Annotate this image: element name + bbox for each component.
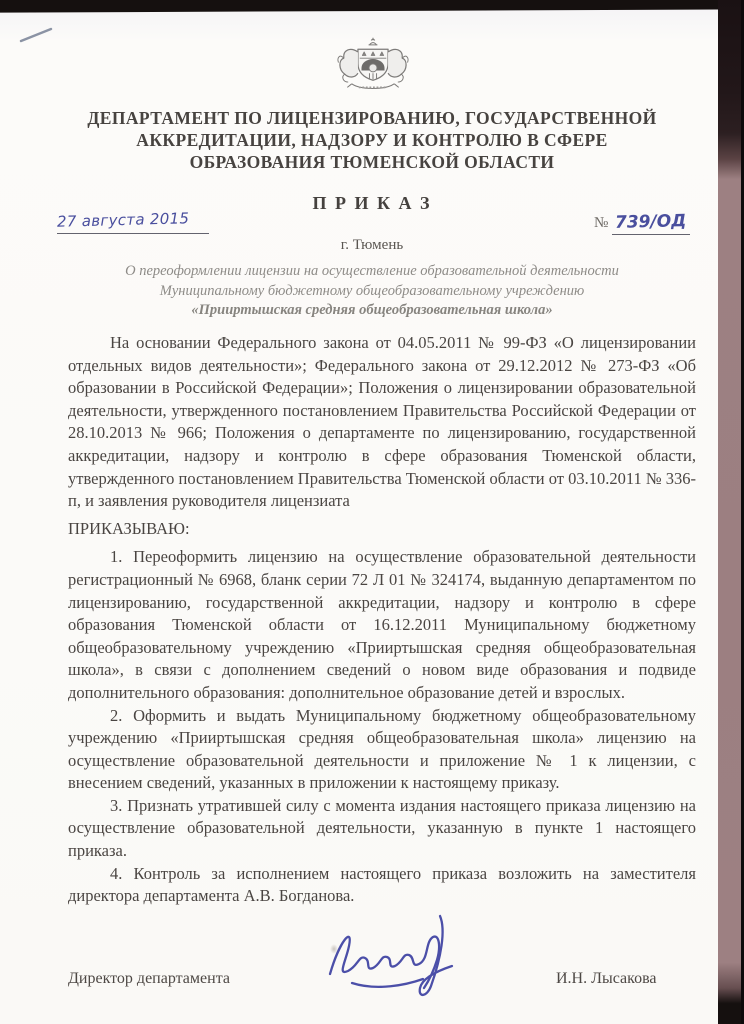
resolution-word: ПРИКАЗЫВАЮ: [68,518,190,538]
signature-icon [322,910,477,1015]
org-name-line: АККРЕДИТАЦИИ, НАДЗОРУ И КОНТРОЛЮ В СФЕРЕ [136,130,608,150]
pen-mark [18,24,58,51]
signer-name: И.Н. Лысакова [556,970,657,987]
date-field [57,211,209,234]
coat-of-arms-icon [330,36,416,103]
subject-line: «Прииртышская средняя общеобразовательная школа» [191,302,553,318]
document-body [68,332,696,908]
order-item-3: 3. Признать утратившей силу с момента издания настоящего приказа лицензию на осуществление образовательной деятельности, указанную в пункте 1 настоящего приказа. [68,795,696,861]
city-line: г. Тюмень [340,237,404,253]
preamble-paragraph: На основании Федерального закона от 04.05.2011 № 99-ФЗ «О лицензировании отдельных видов деятельности»; Федерального закона от 29.12.2012 № 273-ФЗ «Об образовании в Российской Федерации»; Положения о лицензировании образовательной деятельности, утвержденного постановлением Правительства Российской Федерации от 28.10.2013 № 966; Положения о департаменте по лицензированию, государственной аккредитации, надзору и контролю в сфере образования Тюменской области, утвержденного постановлением Правительства Тюменской области от 03.10.2011 № 336-п, и заявления руководителя лицензиата [68,333,696,511]
handwritten-number: 739/ОД [614,211,687,233]
order-item-2: 2. Оформить и выдать Муниципальному бюджетному общеобразовательному учреждению «Прииртышская средняя общеобразовательная школа» лицензию на осуществление образовательной деятельности и приложение № 1 к лицензии, с внесением сведений, указанных в приложении к настоящему приказу. [68,705,696,793]
org-name-line: ОБРАЗОВАНИЯ ТЮМЕНСКОЙ ОБЛАСТИ [189,152,555,172]
number-label: № [594,215,609,231]
subject-block [58,262,686,321]
org-name [58,107,686,173]
subject-line: Муниципальному бюджетному общеобразовательному учреждению [159,282,585,299]
order-item-4: 4. Контроль за исполнением настоящего приказа возложить на заместителя директора департамента А.В. Богданова. [68,863,696,906]
signer-position-title: Директор департамента [68,970,230,987]
handwritten-date: 27 августа 2015 [56,209,190,231]
subject-line: О переоформлении лицензии на осуществление образовательной деятельности [125,263,619,279]
scan-top-band [0,0,744,13]
doc-type-title: П Р И К А З [312,193,432,213]
order-item-1: 1. Переоформить лицензию на осуществление образовательной деятельности регистрационный № 6968, бланк серии 72 Л 01 № 324174, выданную департаментом по лицензированию, государственной аккредитации, надзору и контролю в сфере образования Тюменской области от 16.12.2011 Муниципальному бюджетному общеобразовательному учреждению «Прииртышская средняя общеобразовательная школа», в связи с дополнением сведений о новом виде образования и подвиде дополнительного образования: дополнительное образование детей и взрослых. [68,547,696,702]
org-name-line: ДЕПАРТАМЕНТ ПО ЛИЦЕНЗИРОВАНИЮ, ГОСУДАРСТВЕННОЙ [87,108,657,128]
number-field [594,212,690,235]
